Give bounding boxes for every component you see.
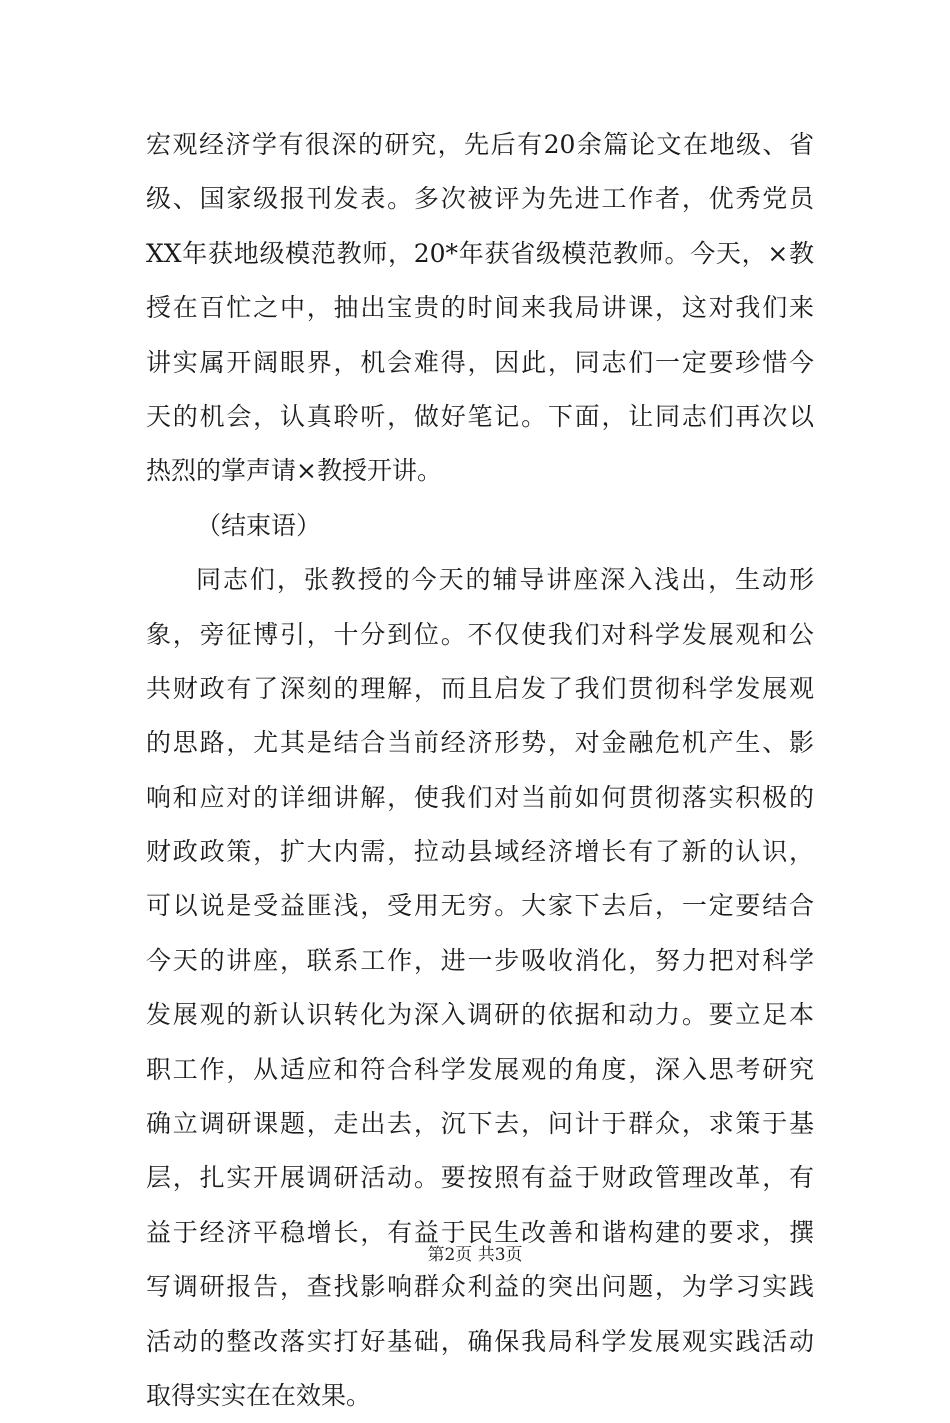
text-line: 层，扎实开展调研活动。要按照有益于财政管理改革，有 (146, 1163, 814, 1193)
text-line: 同志们，张教授的今天的辅导讲座深入浅出，生动形 (196, 565, 814, 595)
text-line: 活动的整改落实打好基础，确保我局科学发展观实践活动 (146, 1326, 814, 1356)
text-line: XX年获地级模范教师，20*年获省级模范教师。今天，×教 (146, 238, 814, 268)
text-line: 讲实属开阔眼界，机会难得，因此，同志们一定要珍惜今 (146, 347, 814, 377)
text-line: 共财政有了深刻的理解，而且启发了我们贯彻科学发展观 (146, 673, 814, 703)
section-heading: （结束语） (196, 510, 322, 540)
text-line: 天的机会，认真聆听，做好笔记。下面，让同志们再次以 (146, 401, 814, 431)
text-line: 宏观经济学有很深的研究，先后有20余篇论文在地级、省 (146, 130, 814, 159)
text-line: 写调研报告，查找影响群众利益的突出问题，为学习实践 (146, 1272, 814, 1302)
text-line: 可以说是受益匪浅，受用无穷。大家下去后，一定要结合 (146, 891, 814, 921)
text-line: 确立调研课题，走出去，沉下去，问计于群众，求策于基 (146, 1109, 814, 1139)
text-line: 职工作，从适应和符合科学发展观的角度，深入思考研究 (146, 1054, 814, 1084)
text-line: 响和应对的详细讲解，使我们对当前如何贯彻落实积极的 (146, 782, 814, 812)
text-line: 取得实实在在效果。 (146, 1380, 372, 1410)
text-line: 财政政策，扩大内需，拉动县域经济增长有了新的认识， (146, 837, 814, 867)
text-line: 益于经济平稳增长，有益于民生改善和谐构建的要求，撰 (146, 1217, 814, 1247)
text-line: 授在百忙之中，抽出宝贵的时间来我局讲课，这对我们来 (146, 293, 814, 323)
text-line: 今天的讲座，联系工作，进一步吸收消化，努力把对科学 (146, 945, 814, 975)
page-number-footer: 第2页 共3页 (427, 1245, 523, 1265)
text-line: 级、国家级报刊发表。多次被评为先进工作者，优秀党员 (146, 184, 814, 214)
document-body (146, 118, 814, 1423)
text-line: 发展观的新认识转化为深入调研的依据和动力。要立足本 (146, 1000, 814, 1030)
text-line: 象，旁征博引，十分到位。不仅使我们对科学发展观和公 (146, 619, 814, 649)
text-line: 热烈的掌声请×教授开讲。 (146, 456, 442, 486)
text-line: 的思路，尤其是结合当前经济形势，对金融危机产生、影 (146, 728, 814, 758)
